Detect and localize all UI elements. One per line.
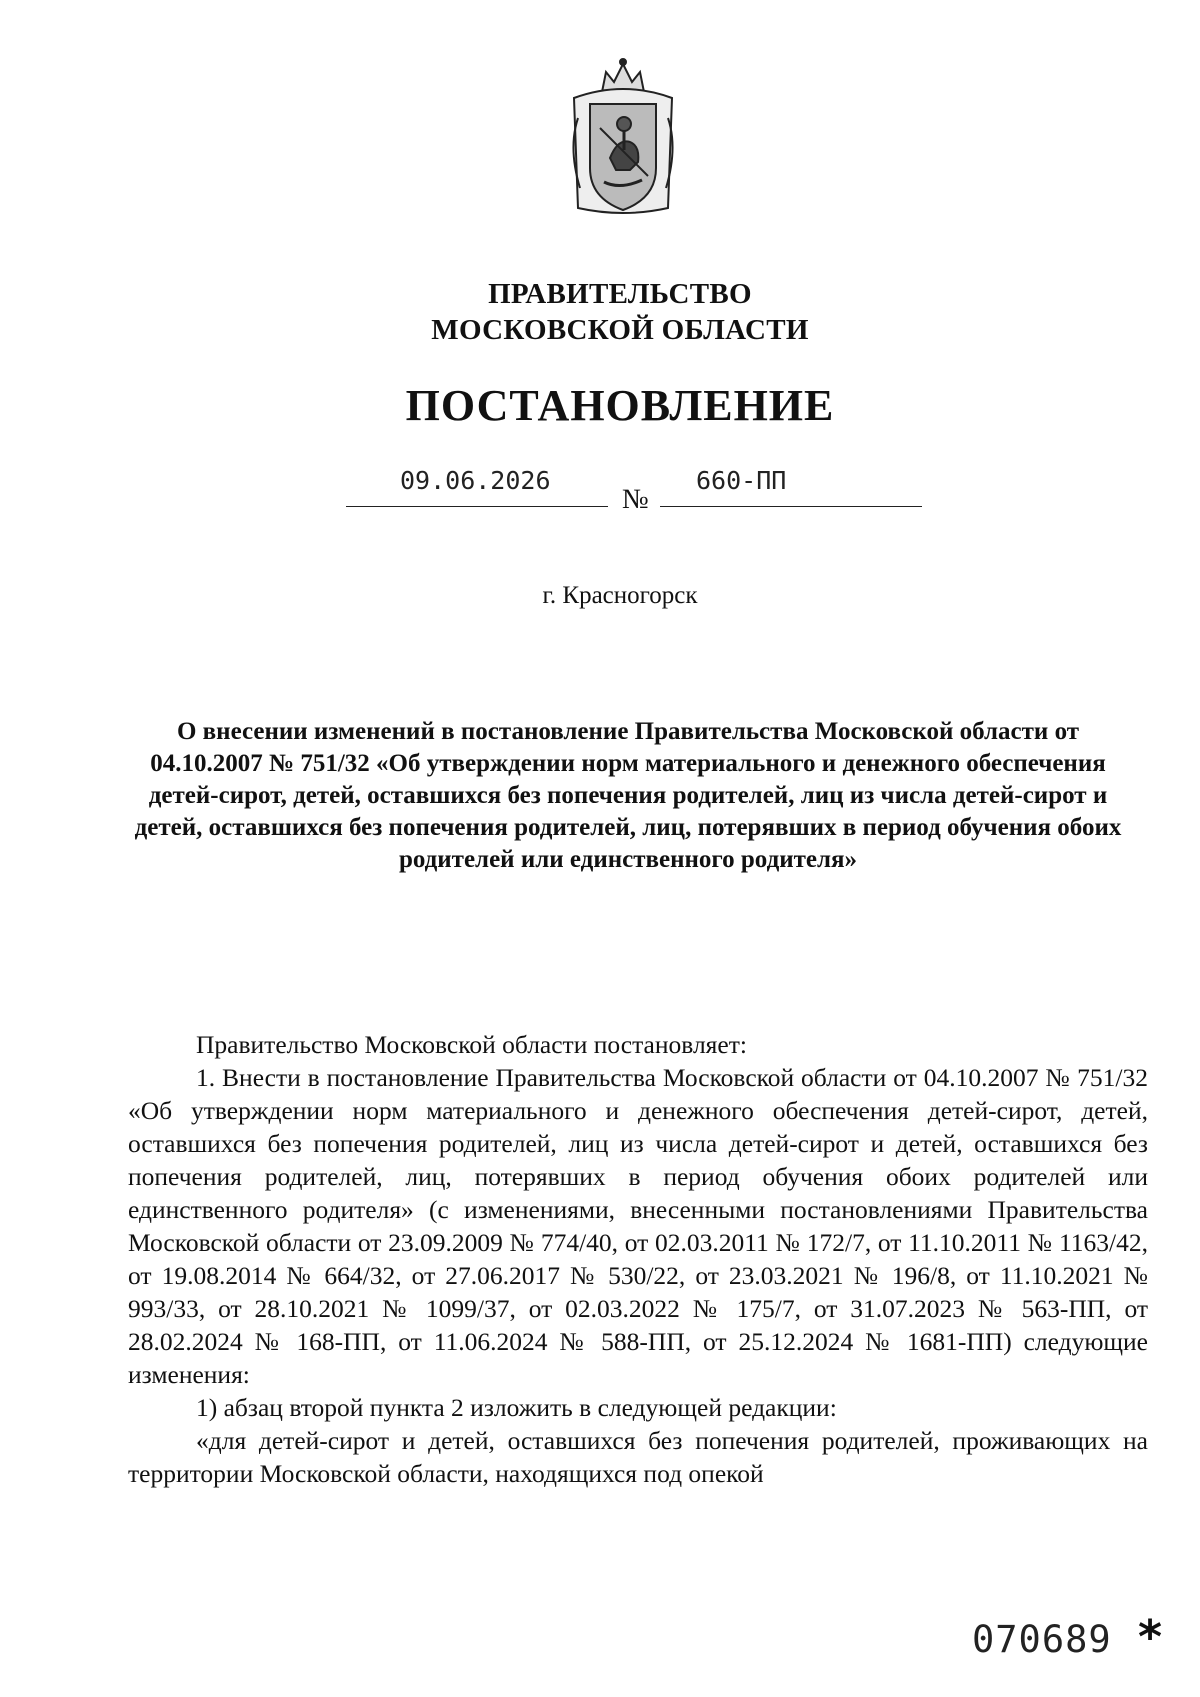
quoted-text-paragraph: «для детей-сирот и детей, оставшихся без попечения родителей, проживающих на территории Московской области, находящихся под опекой	[128, 1426, 1148, 1488]
registration-row	[0, 466, 1200, 516]
government-name-line2: МОСКОВСКОЙ ОБЛАСТИ	[431, 314, 809, 346]
preamble-paragraph: Правительство Московской области постановляет:	[196, 1030, 747, 1059]
document-number: 660-ПП	[696, 466, 787, 495]
subitem-1-paragraph: 1) абзац второй пункта 2 изложить в следующей редакции:	[196, 1393, 837, 1422]
number-underline	[660, 506, 922, 507]
government-name-line1: ПРАВИТЕЛЬСТВО	[488, 278, 752, 310]
item-1-paragraph: 1. Внести в постановление Правительства Московской области от 04.10.2007 № 751/32 «Об утверждении норм материального и денежного обеспечения детей-сирот, детей, оставшихся без попечения родителей, лиц из числа детей-сирот и детей, оставшихся без попечения родителей, лиц, потерявших в период обучения обоих родителей или единственного родителя» (с изменениями, внесенными постановлениями Правительства Московской области от 23.09.2009 № 774/40, от 02.03.2011 № 172/7, от 11.10.2011 № 1163/42, от 19.08.2014 № 664/32, от 27.06.2017 № 530/22, от 23.03.2021 № 196/8, от 11.10.2021 № 993/33, от 28.10.2021 № 1099/37, от 02.03.2022 № 175/7, от 31.07.2023 № 563-ПП, от 28.02.2024 № 168-ПП, от 11.06.2024 № 588-ПП, от 25.12.2024 № 1681-ПП) следующие изменения:	[128, 1063, 1148, 1389]
serial-number: 070689	[972, 1618, 1112, 1661]
document-date: 09.06.2026	[400, 466, 551, 495]
date-underline	[346, 506, 608, 507]
document-body	[128, 1028, 1148, 1490]
document-title: О внесении изменений в постановление Правительства Московской области от 04.10.2007 № 751/32 «Об утверждении норм материального и денежного обеспечения детей-сирот, детей, оставшихся без попечения родителей, лиц из числа детей-сирот и детей, оставшихся без попечения родителей, лиц, потерявших в период обучения обоих родителей или единственного родителя»	[134, 718, 1122, 873]
document-type-heading: ПОСТАНОВЛЕНИЕ	[405, 381, 835, 430]
city-name: г. Красногорск	[542, 582, 698, 609]
star-mark: *	[1138, 1610, 1163, 1664]
number-sign: №	[622, 484, 649, 515]
coat-of-arms-emblem	[560, 58, 686, 218]
